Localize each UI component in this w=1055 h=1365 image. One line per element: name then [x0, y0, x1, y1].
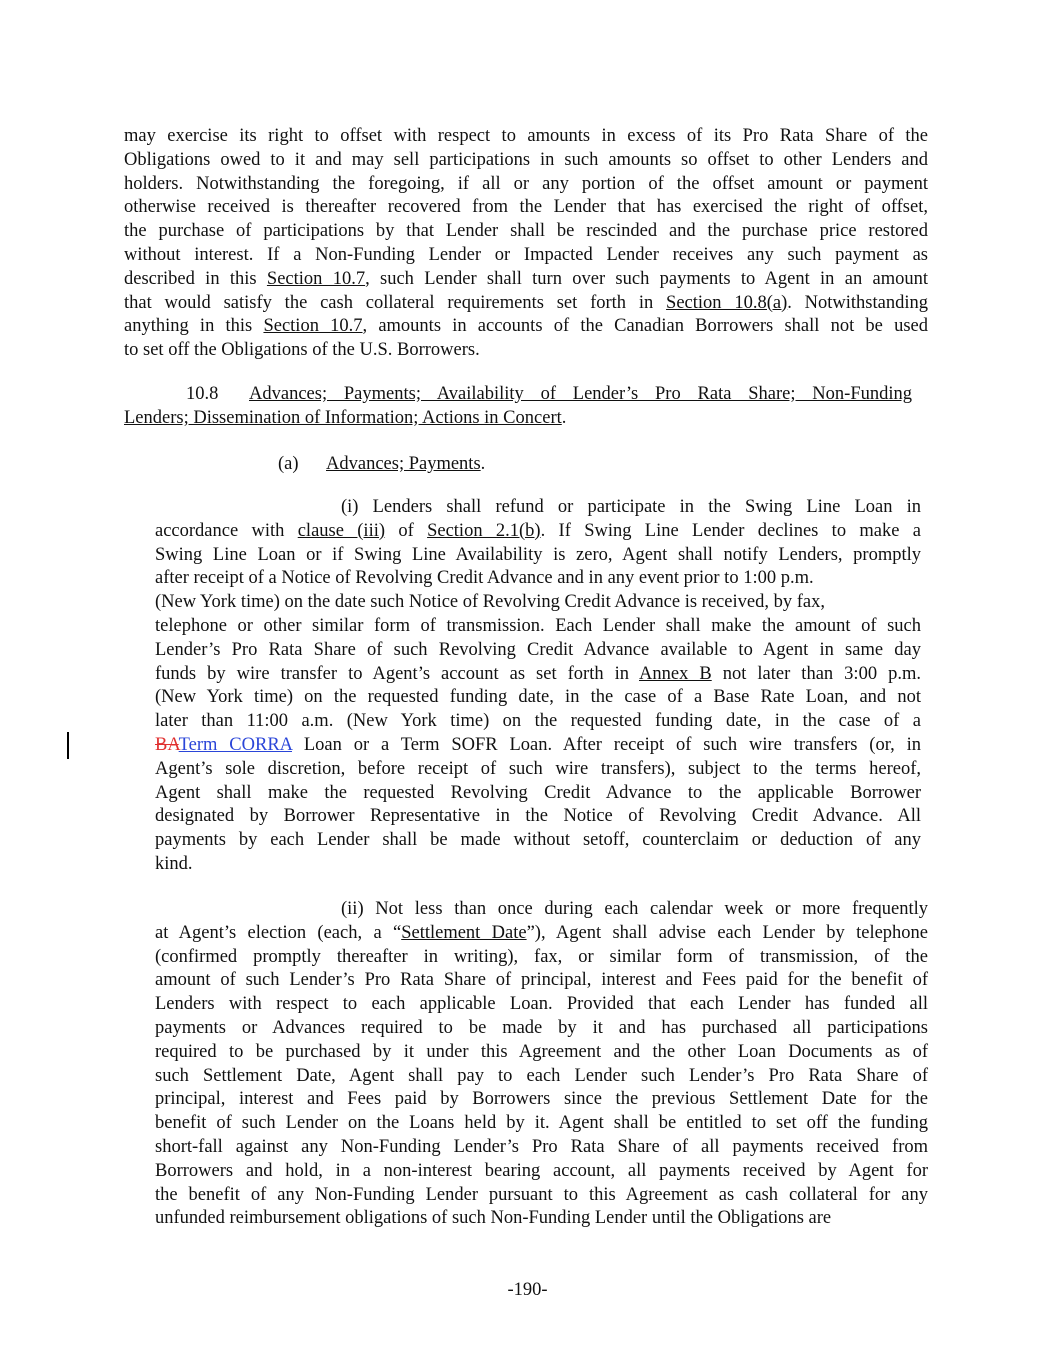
text-line: Agent’s sole discretion, before receipt of such wire transfers), subject to the terms hereof, [155, 758, 921, 779]
section-number: 10.8 [186, 384, 219, 404]
paragraph-offset [124, 125, 928, 363]
text-line: Lenders with respect to each applicable Loan. Provided that each Lender has funded all [155, 994, 928, 1015]
section-title: Advances; Payments; Availability of Lender’s Pro Rata Share; Non-Funding [249, 384, 912, 404]
section-10-7-reference: Section 10.7 [266, 268, 366, 289]
heading-line: Lenders; Dissemination of Information; Actions in Concert. [124, 407, 567, 428]
page-number: -190- [507, 1280, 548, 1300]
text-line: may exercise its right to offset with respect to amounts in excess of its Pro Rata Share of the [124, 126, 928, 146]
section-title: Lenders; Dissemination of Information; Actions in Concert [124, 407, 562, 428]
clause-iii-reference: clause (iii) [297, 520, 386, 541]
text-line: benefit of such Lender on the Loans held by it. Agent shall be entitled to set off the funding [155, 1113, 928, 1134]
text-line: otherwise received is thereafter recovered from the Lender that has exercised the right of offset, [124, 197, 928, 218]
text-line: anything in this Section 10.7, amounts in accounts of the Canadian Borrowers shall not be used [124, 316, 928, 337]
inserted-text: Term CORRA [178, 734, 292, 755]
deleted-text: BA [155, 734, 179, 755]
text-line: (i) Lenders shall refund or participate in the Swing Line Loan in [341, 497, 921, 517]
text-line: the benefit of any Non-Funding Lender pursuant to this Agreement as cash collateral for any [155, 1184, 928, 1205]
text-line: amount of such Lender’s Pro Rata Share of principal, interest and Fees paid for the benefit of [155, 970, 928, 991]
section-10-8a-reference: Section 10.8(a) [666, 292, 788, 313]
text-line: designated by Borrower Representative in the Notice of Revolving Credit Advance. All [155, 806, 921, 827]
text-line: funds by wire transfer to Agent’s account as set forth in Annex B not later than 3:00 p.m. [155, 663, 921, 684]
text-line: holders. Notwithstanding the foregoing, if all or any portion of the offset amount or payment [124, 173, 928, 194]
text-line: kind. [155, 853, 193, 874]
text-line: to set off the Obligations of the U.S. Borrowers. [124, 340, 480, 361]
text-line: Obligations owed to it and may sell participations in such amounts so offset to other Lenders and [124, 149, 928, 170]
text-line: later than 11:00 a.m. (New York time) on the requested funding date, in the case of a [155, 711, 921, 732]
text-line: that would satisfy the cash collateral requirements set forth in Section 10.8(a). Notwithstanding [124, 292, 928, 313]
text-line: described in this Section 10.7, such Lender shall turn over such payments to Agent in an amount [124, 268, 928, 289]
revision-change-bar [67, 732, 69, 759]
text-line: (ii) Not less than once during each calendar week or more frequently [341, 899, 928, 919]
heading-line [124, 383, 912, 407]
section-10-7-reference: Section 10.7 [263, 316, 363, 337]
subsection-title: Advances; Payments [326, 454, 481, 474]
paragraph-i [155, 496, 921, 877]
annex-b-reference: Annex B [639, 663, 712, 684]
text-line: accordance with clause (iii) of Section 2.1(b). If Swing Line Lender declines to make a [155, 520, 921, 541]
text-line: (New York time) on the requested funding date, in the case of a Base Rate Loan, and not [155, 687, 921, 708]
text-line: unfunded reimbursement obligations of such Non-Funding Lender until the Obligations are [155, 1208, 832, 1229]
text-line: without interest. If a Non-Funding Lender or Impacted Lender receives any such payment as [124, 244, 928, 265]
text-line: principal, interest and Fees paid by Borrowers since the previous Settlement Date for the [155, 1089, 928, 1110]
text-line: payments or Advances required to be made by it and has purchased all participations [155, 1017, 928, 1038]
subsection-label: (a) [278, 454, 299, 474]
text-line: the purchase of participations by that Lender shall be rescinded and the purchase price restored [124, 221, 928, 242]
text-line: at Agent’s election (each, a “Settlement Date”), Agent shall advise each Lender by telephone [155, 922, 929, 943]
text-line: payments by each Lender shall be made without setoff, counterclaim or deduction of any [155, 830, 921, 851]
section-2-1b-reference: Section 2.1(b) [427, 520, 541, 541]
text-line: Agent shall make the requested Revolving Credit Advance to the applicable Borrower [155, 782, 921, 803]
text-line: short-fall against any Non-Funding Lender’s Pro Rata Share of all payments received from [155, 1136, 928, 1157]
text-line: BATerm CORRA Loan or a Term SOFR Loan. After receipt of such wire transfers (or, in [155, 734, 921, 755]
heading-line: (a) Advances; Payments. [278, 453, 678, 477]
text-line: (New York time) on the date such Notice of Revolving Credit Advance is received, by fax, [155, 592, 825, 613]
settlement-date-term: Settlement Date [401, 922, 527, 943]
text-line: (confirmed promptly thereafter in writing), fax, or similar form of transmission, of the [155, 946, 928, 967]
text-line: after receipt of a Notice of Revolving Credit Advance and in any event prior to 1:00 p.m. [155, 568, 814, 589]
text-line: telephone or other similar form of transmission. Each Lender shall make the amount of such [155, 615, 921, 636]
section-10-8-heading [124, 383, 912, 431]
text-line: such Settlement Date, Agent shall pay to each Lender such Lender’s Pro Rata Share of [155, 1065, 928, 1086]
text-line: Lender’s Pro Rata Share of such Revolving Credit Advance available to Agent in same day [155, 639, 921, 660]
text-line: required to be purchased by it under this Agreement and the other Loan Documents as of [155, 1041, 928, 1062]
text-line: Swing Line Loan or if Swing Line Availability is zero, Agent shall notify Lenders, promptly [155, 544, 921, 565]
text-line: Borrowers and hold, in a non-interest bearing account, all payments received by Agent for [155, 1160, 928, 1181]
paragraph-ii [155, 898, 928, 1231]
subsection-a-heading [278, 453, 678, 477]
